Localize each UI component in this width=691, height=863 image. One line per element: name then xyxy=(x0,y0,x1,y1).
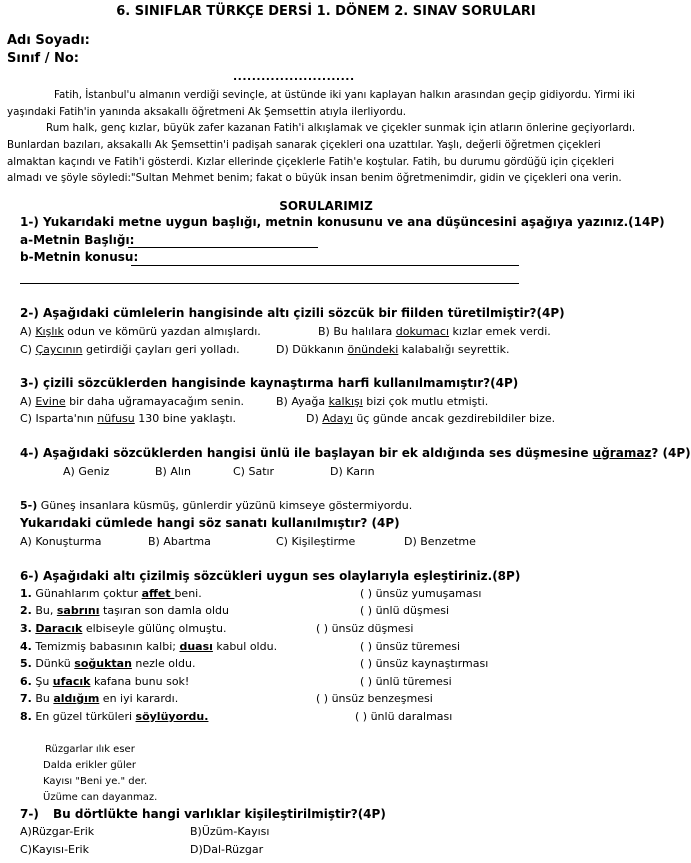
option-text: A) xyxy=(20,395,36,408)
item-text: kafana bunu sok! xyxy=(90,675,190,688)
q6-match-1[interactable]: ( ) ünsüz yumuşaması xyxy=(360,587,482,600)
question-text: Aşağıdaki sözcüklerden hangisi ünlü ile başlayan bir ek aldığında ses düşmesine xyxy=(43,446,593,460)
q6-match-3[interactable]: ( ) ünsüz düşmesi xyxy=(316,622,414,635)
option-text: C) xyxy=(20,343,36,356)
exam-title: 6. SINIFLAR TÜRKÇE DERSİ 1. DÖNEM 2. SINAV SORULARI xyxy=(116,4,536,19)
q6-item-4 xyxy=(20,640,277,653)
q6-item-2 xyxy=(20,604,229,617)
q3-option-a[interactable] xyxy=(20,395,244,408)
underlined-word: dokumacı xyxy=(395,325,450,338)
q7-option-b[interactable]: B)Üzüm-Kayısı xyxy=(190,825,270,838)
question-sentence: Güneş insanlara küsmüş, günlerdir yüzünü kimseye göstermiyordu. xyxy=(37,499,413,512)
question-7-number: 7-) xyxy=(20,807,39,821)
item-text: Dünkü xyxy=(31,657,75,670)
poem-line-1: Rüzgarlar ılık eser xyxy=(45,744,135,755)
option-text: kızlar emek verdi. xyxy=(449,325,551,338)
q6-item-7 xyxy=(20,692,178,705)
option-text: B) Ayağa xyxy=(276,395,329,408)
q3-option-c[interactable] xyxy=(20,412,236,425)
q2-option-a[interactable] xyxy=(20,325,261,338)
question-3: 3-) çizili sözcüklerden hangisinde kaynaştırma harfi kullanılmamıştır?(4P) xyxy=(20,376,519,390)
underlined-word: Adayı xyxy=(322,412,353,425)
q6-item-5 xyxy=(20,657,195,670)
question-5: Yukarıdaki cümlede hangi söz sanatı kullanılmıştır? (4P) xyxy=(20,516,400,530)
question-2: 2-) Aşağıdaki cümlelerin hangisinde altı çizili sözcük bir fiilden türetilmiştir?(4P) xyxy=(20,306,565,320)
q1-main-idea-answer-line[interactable] xyxy=(20,283,519,284)
q2-option-b[interactable] xyxy=(318,325,551,338)
question-5-sentence xyxy=(20,499,412,512)
poem-line-3: Kayısı "Beni ye." der. xyxy=(43,776,148,787)
q7-option-a[interactable]: A)Rüzgar-Erik xyxy=(20,825,95,838)
option-text: üç günde ancak gezdirebildiler bize. xyxy=(352,412,556,425)
item-text: Bu xyxy=(31,692,54,705)
item-number: 4. xyxy=(20,640,32,653)
item-number: 3. xyxy=(20,622,32,635)
q7-option-d[interactable]: D)Dal-Rüzgar xyxy=(190,843,264,856)
underlined-word: Daracık xyxy=(35,622,83,635)
option-text: D) xyxy=(306,412,323,425)
underlined-word: Çaycının xyxy=(35,343,83,356)
item-text: Bu, xyxy=(31,604,57,617)
q7-option-c[interactable]: C)Kayısı-Erik xyxy=(20,843,89,856)
section-title: SORULARIMIZ xyxy=(279,199,373,213)
option-text: getirdiği çayları geri yolladı. xyxy=(82,343,240,356)
option-text: kalabalığı seyrettik. xyxy=(398,343,510,356)
underlined-word: nüfusu xyxy=(97,412,135,425)
item-text: Temizmiş babasının kalbi; xyxy=(31,640,180,653)
q2-option-d[interactable] xyxy=(276,343,510,356)
q4-option-d[interactable]: D) Karın xyxy=(330,465,375,478)
underlined-word: sabrını xyxy=(56,604,100,617)
q6-item-6 xyxy=(20,675,189,688)
underlined-word: affet xyxy=(141,587,175,600)
option-text: B) Bu halılara xyxy=(318,325,396,338)
q1-topic-answer-line[interactable] xyxy=(131,265,519,266)
item-number: 6. xyxy=(20,675,32,688)
q5-option-d[interactable]: D) Benzetme xyxy=(404,535,476,548)
underlined-word: aldığım xyxy=(53,692,100,705)
q4-option-b[interactable]: B) Alın xyxy=(155,465,191,478)
underlined-word: söylüyordu. xyxy=(135,710,209,723)
option-text: bizi çok mutlu etmişti. xyxy=(362,395,489,408)
question-number: 4-) xyxy=(20,446,43,460)
question-6: 6-) Aşağıdaki altı çizilmiş sözcükleri uygun ses olaylarıyla eşleştiriniz.(8P) xyxy=(20,569,521,583)
passage-title-placeholder: .......................... xyxy=(233,70,355,83)
item-text: kabul oldu. xyxy=(212,640,278,653)
item-text: elbiseyle gülünç olmuştu. xyxy=(82,622,227,635)
underlined-word: uğramaz xyxy=(592,446,652,460)
item-text: en iyi karardı. xyxy=(99,692,179,705)
option-text: bir daha uğramayacağım senin. xyxy=(65,395,245,408)
q1-topic-label: b-Metnin konusu: xyxy=(20,250,139,264)
underlined-word: önündeki xyxy=(347,343,399,356)
question-7: Bu dörtlükte hangi varlıklar kişileştirilmiştir?(4P) xyxy=(53,807,386,821)
option-text: A) xyxy=(20,325,36,338)
item-number: 1. xyxy=(20,587,32,600)
q3-option-b[interactable] xyxy=(276,395,488,408)
q6-item-8 xyxy=(20,710,208,723)
passage-paragraph-2: Rum halk, genç kızlar, büyük zafer kazanan Fatih'i alkışlamak ve çiçekler sunmak için atların önlerine geçiyorlardı. Bunlardan bazıları, aksakallı Ak Şemsettin'i padişah sanarak çiçekleri ona uzattılar. Yaşlı, değerli öğretmen çiçekleri almaktan kaçındı ve Fatih'i gösterdi. Kızlar ellerinde çiçeklerle Fatih'e koştular. Fatih, bu durumu gördüğü için çiçekleri almadı ve şöyle söyledi:"Sultan Mehmet benim; fakat o büyük insan benim öğretmenimdir, gidin ve çiçekleri ona verin. xyxy=(7,122,636,185)
q2-option-c[interactable] xyxy=(20,343,240,356)
option-text: 130 bine yaklaştı. xyxy=(134,412,237,425)
question-4 xyxy=(20,446,691,460)
q6-item-3 xyxy=(20,622,227,635)
item-number: 2. xyxy=(20,604,32,617)
q6-item-1 xyxy=(20,587,202,600)
item-text: En güzel türküleri xyxy=(31,710,136,723)
poem-line-4: Üzüme can dayanmaz. xyxy=(43,792,158,803)
option-text: odun ve kömürü yazdan almışlardı. xyxy=(63,325,261,338)
option-text: D) Dükkanın xyxy=(276,343,348,356)
q6-match-2[interactable]: ( ) ünlü düşmesi xyxy=(360,604,449,617)
q6-match-5[interactable]: ( ) ünsüz kaynaştırması xyxy=(360,657,489,670)
q6-match-4[interactable]: ( ) ünsüz türemesi xyxy=(360,640,461,653)
class-no-label: Sınıf / No: xyxy=(7,51,79,66)
passage-paragraph-1: Fatih, İstanbul'u almanın verdiği sevinçle, at üstünde iki yanı kaplayan halkın arasından geçip gidiyordu. Yirmi iki yaşındaki Fatih'in yanında aksakallı öğretmeni Ak Şemsettin atıyla ilerliyordu. xyxy=(7,89,635,118)
item-number: 8. xyxy=(20,710,32,723)
underlined-word: soğuktan xyxy=(74,657,132,670)
q4-option-c[interactable]: C) Satır xyxy=(233,465,275,478)
question-points: ? (4P) xyxy=(651,446,691,460)
item-text: Günahlarım çoktur xyxy=(31,587,142,600)
item-text: Şu xyxy=(31,675,53,688)
q5-option-b[interactable]: B) Abartma xyxy=(148,535,211,548)
q6-match-8[interactable]: ( ) ünlü daralması xyxy=(355,710,453,723)
underlined-word: ufacık xyxy=(52,675,91,688)
underlined-word: duası xyxy=(179,640,213,653)
underlined-word: Kışlık xyxy=(35,325,64,338)
poem-line-2: Dalda erikler güler xyxy=(43,760,137,771)
q3-option-d[interactable] xyxy=(306,412,555,425)
underlined-word: Evine xyxy=(35,395,66,408)
question-number: 5-) xyxy=(20,499,38,512)
question-1: 1-) Yukarıdaki metne uygun başlığı, metnin konusunu ve ana düşüncesini aşağıya yazınız.(14P) xyxy=(20,215,665,229)
q1-title-label: a-Metnin Başlığı: xyxy=(20,233,135,247)
item-number: 7. xyxy=(20,692,32,705)
item-text: nezle oldu. xyxy=(131,657,196,670)
q1-title-answer-line[interactable] xyxy=(128,247,318,248)
item-number: 5. xyxy=(20,657,32,670)
item-text: taşıran son damla oldu xyxy=(99,604,229,617)
q6-match-6[interactable]: ( ) ünlü türemesi xyxy=(360,675,452,688)
name-label: Adı Soyadı: xyxy=(7,33,90,48)
option-text: C) Isparta'nın xyxy=(20,412,98,425)
q5-option-a[interactable]: A) Konuşturma xyxy=(20,535,102,548)
q4-option-a[interactable]: A) Geniz xyxy=(63,465,110,478)
item-text: beni. xyxy=(174,587,202,600)
q6-match-7[interactable]: ( ) ünsüz benzeşmesi xyxy=(316,692,433,705)
q5-option-c[interactable]: C) Kişileştirme xyxy=(276,535,356,548)
underlined-word: kalkışı xyxy=(328,395,363,408)
